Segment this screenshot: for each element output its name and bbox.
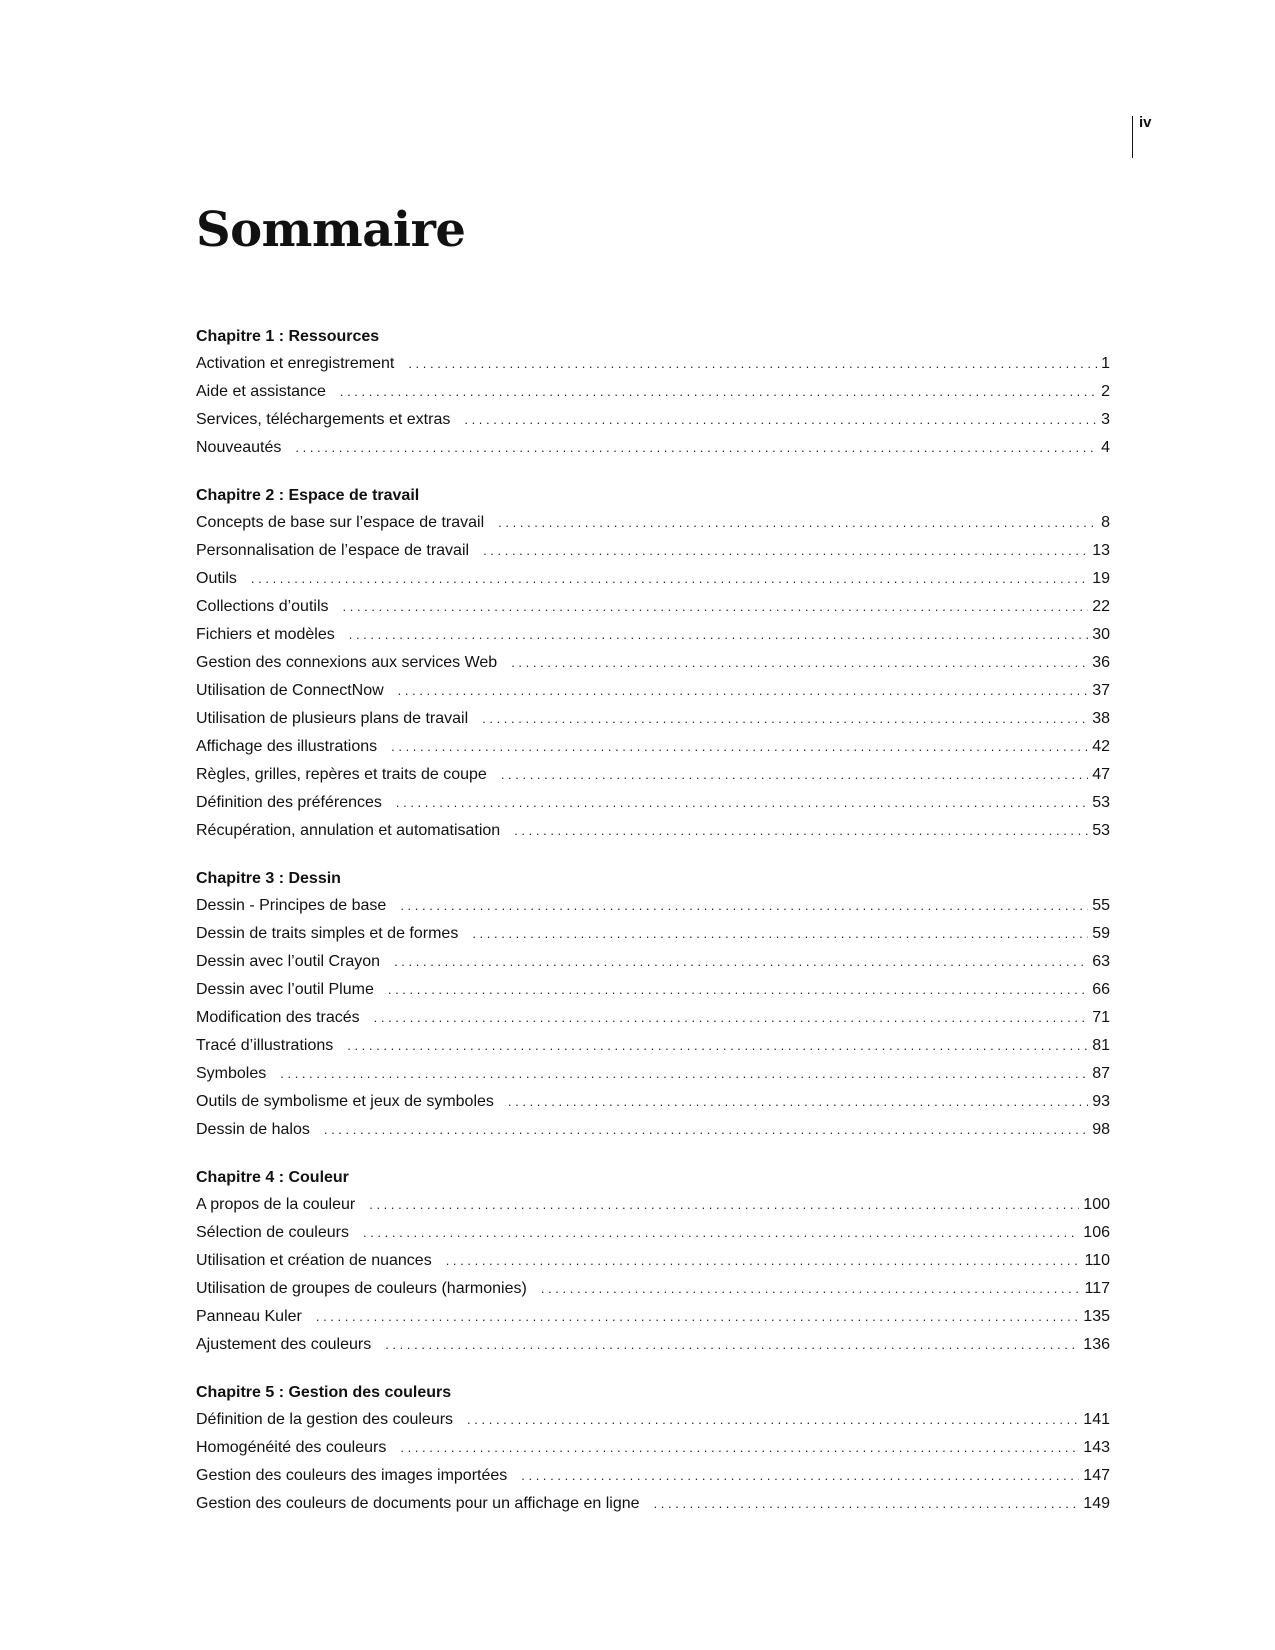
toc-entry-label[interactable]: Aide et assistance <box>196 383 326 400</box>
dot-leader <box>483 537 1088 565</box>
dot-leader <box>514 817 1088 845</box>
dot-leader <box>446 1247 1081 1275</box>
toc-entry-page-number[interactable]: 3 <box>1101 411 1110 428</box>
toc-entry[interactable] <box>196 1088 1110 1116</box>
toc-entry-page-number[interactable]: 22 <box>1092 598 1110 615</box>
dot-leader <box>400 892 1088 920</box>
toc-entry-label[interactable]: Définition de la gestion des couleurs <box>196 1411 454 1428</box>
toc-entry-label[interactable]: Utilisation et création de nuances <box>196 1252 432 1269</box>
toc-entry-label[interactable]: A propos de la couleur <box>196 1196 356 1213</box>
dot-leader <box>324 1116 1088 1144</box>
toc-entry-page-number[interactable]: 63 <box>1092 953 1110 970</box>
toc-entry-label[interactable]: Gestion des couleurs des images importées <box>196 1467 508 1484</box>
toc-entry-label[interactable]: Fichiers et modèles <box>196 626 335 643</box>
toc-entry-page-number[interactable]: 36 <box>1092 654 1110 671</box>
toc-entry-page-number[interactable]: 87 <box>1092 1065 1110 1082</box>
toc-entry[interactable] <box>196 1331 1110 1359</box>
dot-leader <box>343 593 1089 621</box>
toc-entry[interactable] <box>196 920 1110 948</box>
toc-entry[interactable] <box>196 761 1110 789</box>
toc-entry-page-number[interactable]: 37 <box>1092 682 1110 699</box>
toc-entry-label[interactable]: Dessin de traits simples et de formes <box>196 925 459 942</box>
toc-entry-page-number[interactable]: 53 <box>1092 822 1110 839</box>
toc-entry-label[interactable]: Outils de symbolisme et jeux de symboles <box>196 1093 494 1110</box>
toc-entry-label[interactable]: Activation et enregistrement <box>196 355 395 372</box>
table-of-contents <box>196 323 1110 1538</box>
chapter-title[interactable]: Chapitre 3 : Dessin <box>196 870 341 887</box>
dot-leader <box>541 1275 1081 1303</box>
toc-entry[interactable] <box>196 948 1110 976</box>
toc-entry-page-number[interactable]: 55 <box>1092 897 1110 914</box>
toc-entry-page-number[interactable]: 98 <box>1092 1121 1110 1138</box>
chapter-title[interactable]: Chapitre 5 : Gestion des couleurs <box>196 1384 452 1401</box>
dot-leader <box>400 1434 1079 1462</box>
toc-entry[interactable] <box>196 1303 1110 1331</box>
toc-entry-label[interactable]: Nouveautés <box>196 439 282 456</box>
toc-entry[interactable] <box>196 1191 1110 1219</box>
chapter-title[interactable]: Chapitre 4 : Couleur <box>196 1169 349 1186</box>
toc-entry-label[interactable]: Dessin de halos <box>196 1121 310 1138</box>
chapter-section <box>196 1164 1110 1359</box>
chapter-section <box>196 865 1110 1144</box>
toc-entry[interactable] <box>196 1490 1110 1518</box>
toc-entry[interactable] <box>196 1275 1110 1303</box>
dot-leader <box>521 1462 1079 1490</box>
toc-entry[interactable] <box>196 1247 1110 1275</box>
toc-entry-label[interactable]: Gestion des couleurs de documents pour un affichage en ligne <box>196 1495 640 1512</box>
dot-leader <box>363 1219 1079 1247</box>
toc-entry-label[interactable]: Modification des tracés <box>196 1009 360 1026</box>
toc-entry-page-number[interactable]: 30 <box>1092 626 1110 643</box>
dot-leader <box>347 1032 1088 1060</box>
toc-entry-label[interactable]: Outils <box>196 570 237 587</box>
dot-leader <box>391 733 1088 761</box>
toc-entry-page-number[interactable]: 93 <box>1092 1093 1110 1110</box>
toc-entry[interactable] <box>196 406 1110 434</box>
dot-leader <box>398 677 1089 705</box>
toc-entry-label[interactable]: Gestion des connexions aux services Web <box>196 654 498 671</box>
page-title: Sommaire <box>196 202 466 258</box>
toc-entry-page-number[interactable]: 13 <box>1092 542 1110 559</box>
toc-entry-label[interactable]: Concepts de base sur l’espace de travail <box>196 514 485 531</box>
toc-entry[interactable] <box>196 705 1110 733</box>
toc-entry-page-number[interactable]: 59 <box>1092 925 1110 942</box>
toc-entry[interactable] <box>196 350 1110 378</box>
toc-entry-label[interactable]: Ajustement des couleurs <box>196 1336 372 1353</box>
dot-leader <box>482 705 1088 733</box>
toc-entry[interactable] <box>196 976 1110 1004</box>
toc-entry[interactable] <box>196 565 1110 593</box>
dot-leader <box>396 789 1088 817</box>
toc-entry-page-number[interactable]: 42 <box>1092 738 1110 755</box>
toc-entry-page-number[interactable]: 2 <box>1101 383 1110 400</box>
toc-entry-label[interactable]: Récupération, annulation et automatisation <box>196 822 501 839</box>
toc-entry-page-number[interactable]: 135 <box>1083 1308 1110 1325</box>
chapter-section <box>196 482 1110 845</box>
dot-leader <box>511 649 1088 677</box>
toc-entry-page-number[interactable]: 117 <box>1084 1280 1110 1297</box>
toc-entry-label[interactable]: Définition des préférences <box>196 794 382 811</box>
toc-entry-label[interactable]: Symboles <box>196 1065 267 1082</box>
toc-entry[interactable] <box>196 1406 1110 1434</box>
toc-entry[interactable] <box>196 649 1110 677</box>
chapter-title[interactable]: Chapitre 1 : Ressources <box>196 328 380 345</box>
chapter-section <box>196 323 1110 462</box>
toc-entry-label[interactable]: Dessin avec l’outil Plume <box>196 981 374 998</box>
toc-entry-label[interactable]: Utilisation de groupes de couleurs (harmonies) <box>196 1280 527 1297</box>
page-number-rule <box>1132 116 1133 158</box>
toc-entry[interactable] <box>196 817 1110 845</box>
toc-entry-label[interactable]: Dessin - Principes de base <box>196 897 387 914</box>
toc-entry-page-number[interactable]: 81 <box>1092 1037 1110 1054</box>
toc-entry[interactable] <box>196 1032 1110 1060</box>
toc-entry[interactable] <box>196 1462 1110 1490</box>
toc-entry-page-number[interactable]: 66 <box>1092 981 1110 998</box>
toc-entry-page-number[interactable]: 53 <box>1092 794 1110 811</box>
dot-leader <box>464 406 1097 434</box>
toc-entry[interactable] <box>196 621 1110 649</box>
toc-entry-label[interactable]: Affichage des illustrations <box>196 738 378 755</box>
toc-entry[interactable] <box>196 593 1110 621</box>
toc-entry-label[interactable]: Personnalisation de l’espace de travail <box>196 542 470 559</box>
toc-entry[interactable] <box>196 1116 1110 1144</box>
toc-entry-page-number[interactable]: 143 <box>1083 1439 1110 1456</box>
dot-leader <box>374 1004 1089 1032</box>
toc-entry-label[interactable]: Utilisation de ConnectNow <box>196 682 384 699</box>
toc-entry-label[interactable]: Sélection de couleurs <box>196 1224 349 1241</box>
toc-entry-page-number[interactable]: 149 <box>1083 1495 1110 1512</box>
toc-entry[interactable] <box>196 509 1110 537</box>
dot-leader <box>251 565 1088 593</box>
toc-entry[interactable] <box>196 434 1110 462</box>
dot-leader <box>654 1490 1080 1518</box>
toc-entry[interactable] <box>196 733 1110 761</box>
chapter-title[interactable]: Chapitre 2 : Espace de travail <box>196 487 420 504</box>
toc-entry[interactable] <box>196 378 1110 406</box>
toc-entry-page-number[interactable]: 100 <box>1083 1196 1110 1213</box>
toc-entry-label[interactable]: Homogénéité des couleurs <box>196 1439 387 1456</box>
toc-entry-page-number[interactable]: 38 <box>1092 710 1110 727</box>
toc-entry-page-number[interactable]: 136 <box>1083 1336 1110 1353</box>
dot-leader <box>394 948 1088 976</box>
toc-entry-label[interactable]: Tracé d’illustrations <box>196 1037 334 1054</box>
toc-entry-label[interactable]: Services, téléchargements et extras <box>196 411 451 428</box>
toc-entry-page-number[interactable]: 106 <box>1083 1224 1110 1241</box>
toc-entry[interactable] <box>196 789 1110 817</box>
dot-leader <box>369 1191 1079 1219</box>
dot-leader <box>295 434 1097 462</box>
chapter-section <box>196 1379 1110 1518</box>
toc-entry[interactable] <box>196 1219 1110 1247</box>
toc-entry-page-number[interactable]: 19 <box>1092 570 1110 587</box>
toc-entry-label[interactable]: Dessin avec l’outil Crayon <box>196 953 381 970</box>
page-number: iv <box>1139 114 1152 131</box>
toc-entry[interactable] <box>196 677 1110 705</box>
toc-entry-label[interactable]: Collections d’outils <box>196 598 329 615</box>
dot-leader <box>498 509 1097 537</box>
toc-entry[interactable] <box>196 892 1110 920</box>
dot-leader <box>408 350 1097 378</box>
toc-entry[interactable] <box>196 537 1110 565</box>
toc-entry[interactable] <box>196 1060 1110 1088</box>
dot-leader <box>316 1303 1079 1331</box>
dot-leader <box>385 1331 1079 1359</box>
dot-leader <box>501 761 1088 789</box>
toc-entry-label[interactable]: Utilisation de plusieurs plans de travail <box>196 710 469 727</box>
dot-leader <box>472 920 1088 948</box>
dot-leader <box>467 1406 1079 1434</box>
toc-entry-page-number[interactable]: 8 <box>1101 514 1110 531</box>
toc-entry-page-number[interactable]: 4 <box>1101 439 1110 456</box>
dot-leader <box>340 378 1097 406</box>
toc-entry-page-number[interactable]: 1 <box>1101 355 1110 372</box>
toc-entry-page-number[interactable]: 147 <box>1083 1467 1110 1484</box>
toc-entry-label[interactable]: Panneau Kuler <box>196 1308 302 1325</box>
dot-leader <box>280 1060 1088 1088</box>
toc-entry[interactable] <box>196 1004 1110 1032</box>
dot-leader <box>508 1088 1088 1116</box>
toc-entry-page-number[interactable]: 141 <box>1083 1411 1110 1428</box>
toc-entry-page-number[interactable]: 110 <box>1084 1252 1110 1269</box>
toc-entry[interactable] <box>196 1434 1110 1462</box>
dot-leader <box>349 621 1088 649</box>
toc-entry-page-number[interactable]: 71 <box>1092 1009 1110 1026</box>
toc-entry-label[interactable]: Règles, grilles, repères et traits de coupe <box>196 766 487 783</box>
toc-entry-page-number[interactable]: 47 <box>1092 766 1110 783</box>
dot-leader <box>388 976 1088 1004</box>
